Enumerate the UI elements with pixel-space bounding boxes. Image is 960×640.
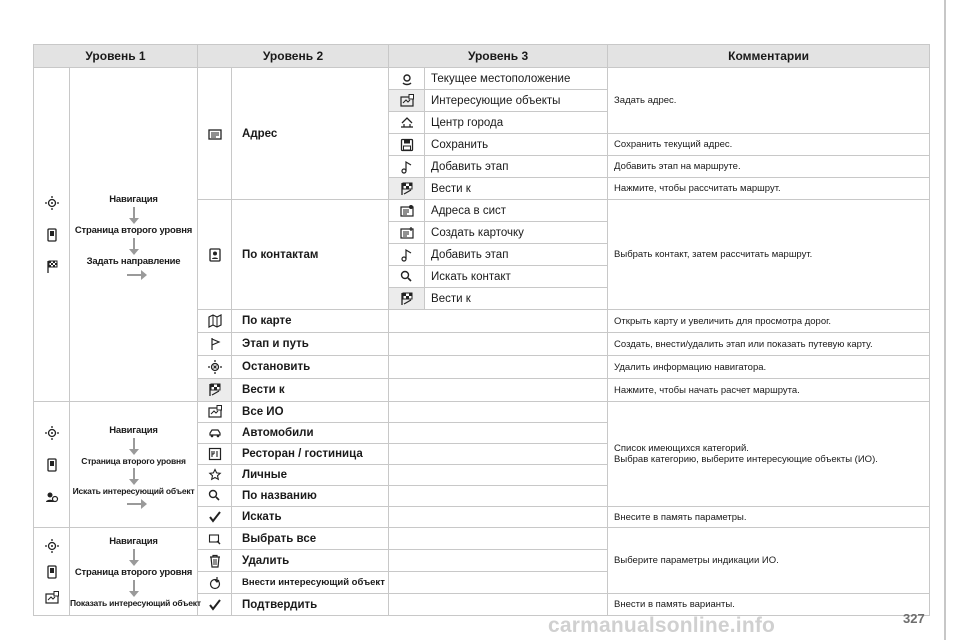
header-level1: Уровень 1 — [34, 45, 198, 68]
flow-navigation-label: Навигация — [109, 535, 158, 547]
table-row — [34, 402, 930, 423]
guide-to-icon — [208, 383, 222, 397]
search-by-name-icon — [208, 489, 222, 503]
car-icon — [208, 426, 222, 440]
category-restaurant[interactable]: Ресторан / гостиница — [232, 444, 389, 465]
category-contacts[interactable]: По контактам — [232, 200, 389, 310]
add-stage-icon — [400, 160, 414, 174]
comment-guide-start: Нажмите, чтобы начать расчет маршрута. — [608, 379, 930, 402]
address-icon-cell — [198, 68, 232, 200]
flag-icon — [208, 337, 222, 351]
flow-navigation-label: Навигация — [109, 193, 158, 205]
comment-save: Сохранить текущий адрес. — [608, 134, 930, 156]
option-delete[interactable]: Удалить — [232, 550, 389, 572]
comment-add-stage: Добавить этап на маршруте. — [608, 156, 930, 178]
import-poi-icon — [208, 576, 222, 590]
comment-map: Открыть карту и увеличить для просмотра дорог. — [608, 310, 930, 333]
comment-stop: Удалить информацию навигатора. — [608, 356, 930, 379]
poi-search-icon — [45, 490, 59, 504]
restaurant-hotel-icon — [208, 447, 222, 461]
item-create-card[interactable]: Создать карточку — [425, 222, 608, 244]
item-add-stage[interactable]: Добавить этап — [425, 244, 608, 266]
stop-navigation-icon — [208, 360, 222, 374]
watermark: carmanualsonline.info — [548, 614, 776, 637]
item-search-contact[interactable]: Искать контакт — [425, 266, 608, 288]
category-by-name[interactable]: По названию — [232, 486, 389, 507]
arrow-right-icon — [127, 503, 141, 505]
header-comments: Комментарии — [608, 45, 930, 68]
create-card-icon — [400, 226, 414, 240]
page-number: 327 — [903, 611, 925, 626]
guide-to-icon — [400, 182, 414, 196]
poi-icon — [45, 591, 59, 605]
save-icon — [400, 138, 414, 152]
add-stage-icon — [400, 248, 414, 262]
item-guide-to[interactable]: Вести к — [425, 288, 608, 310]
arrow-down-icon — [133, 438, 135, 450]
category-stop[interactable]: Остановить — [232, 356, 389, 379]
flow-target-label: Показать интересующий объект — [70, 597, 201, 608]
option-confirm[interactable]: Подтвердить — [232, 594, 389, 616]
system-addresses-icon — [400, 204, 414, 218]
arrow-down-icon — [133, 207, 135, 219]
phone-icon — [45, 458, 59, 472]
comment-search: Внесите в память параметры. — [608, 507, 930, 528]
search-contact-icon — [400, 270, 414, 284]
flow-page2-label: Страница второго уровня — [74, 566, 193, 578]
flow-target-label: Искать интересующий объект — [72, 485, 195, 496]
city-center-icon — [400, 116, 414, 130]
flow-page2-label: Страница второго уровня — [74, 224, 193, 236]
comment-line: Выбрав категорию, выберите интересующие объекты (ИО). — [614, 454, 878, 465]
address-card-icon — [208, 127, 222, 141]
category-guide[interactable]: Вести к — [232, 379, 389, 402]
comment-confirm: Внести в память варианты. — [608, 594, 930, 616]
check-icon — [208, 598, 222, 612]
comment-stages: Создать, внести/удалить этап или показать путевую карту. — [608, 333, 930, 356]
personal-star-icon — [208, 468, 222, 482]
table-row — [34, 528, 930, 550]
section3-level1-icons — [34, 528, 70, 616]
header-row — [34, 45, 930, 68]
guide-to-icon — [400, 292, 414, 306]
section3-flow — [70, 528, 201, 616]
section1-flow — [70, 68, 198, 402]
item-current-location[interactable]: Текущее местоположение — [425, 68, 608, 90]
section1-level1-icons — [34, 68, 70, 402]
arrow-down-icon — [133, 468, 135, 480]
arrow-down-icon — [133, 238, 135, 250]
category-map[interactable]: По карте — [232, 310, 389, 333]
arrow-down-icon — [133, 549, 135, 561]
header-level3: Уровень 3 — [389, 45, 608, 68]
navigation-target-icon — [45, 426, 59, 440]
select-all-icon — [208, 532, 222, 546]
trash-icon — [208, 554, 222, 568]
flow-page2-label: Страница второго уровня — [81, 455, 186, 466]
category-all-poi[interactable]: Все ИО — [232, 402, 389, 423]
comment-poi-categories — [608, 402, 930, 507]
navigation-menu-table — [33, 44, 930, 616]
table-row — [34, 68, 930, 90]
contacts-icon — [208, 248, 222, 262]
flow-target-label: Задать направление — [86, 255, 181, 267]
comment-contacts: Выбрать контакт, затем рассчитать маршрут. — [608, 200, 930, 310]
category-personal[interactable]: Личные — [232, 465, 389, 486]
option-select-all[interactable]: Выбрать все — [232, 528, 389, 550]
arrow-down-icon — [133, 580, 135, 592]
header-level2: Уровень 2 — [198, 45, 389, 68]
checkered-flag-icon — [45, 260, 59, 274]
comment-line: Список имеющихся категорий. — [614, 443, 749, 454]
comment-guide: Нажмите, чтобы рассчитать маршрут. — [608, 178, 930, 200]
poi-icon — [400, 94, 414, 108]
section2-level1-icons — [34, 402, 70, 528]
page-edge-divider — [944, 0, 946, 640]
navigation-target-icon — [45, 196, 59, 210]
item-system-addresses[interactable]: Адреса в сист — [425, 200, 608, 222]
comment-poi-display: Выберите параметры индикации ИО. — [608, 528, 930, 594]
comment-set-address: Задать адрес. — [608, 68, 930, 134]
phone-icon — [45, 565, 59, 579]
flow-navigation-label: Навигация — [109, 424, 158, 436]
section2-flow — [70, 402, 198, 528]
category-stages[interactable]: Этап и путь — [232, 333, 389, 356]
location-icon — [400, 72, 414, 86]
navigation-target-icon — [45, 539, 59, 553]
category-cars[interactable]: Автомобили — [232, 423, 389, 444]
item-guide-to[interactable]: Вести к — [425, 178, 608, 200]
category-search[interactable]: Искать — [232, 507, 389, 528]
all-poi-icon — [208, 405, 222, 419]
phone-icon — [45, 228, 59, 242]
option-import-poi[interactable]: Внести интересующий объект — [232, 572, 389, 594]
item-city-center[interactable]: Центр города — [425, 112, 608, 134]
arrow-right-icon — [127, 274, 141, 276]
item-save[interactable]: Сохранить — [425, 134, 608, 156]
item-add-stage[interactable]: Добавить этап — [425, 156, 608, 178]
category-address[interactable]: Адрес — [232, 68, 389, 200]
check-icon — [208, 510, 222, 524]
item-poi[interactable]: Интересующие объекты — [425, 90, 608, 112]
map-icon — [208, 314, 222, 328]
